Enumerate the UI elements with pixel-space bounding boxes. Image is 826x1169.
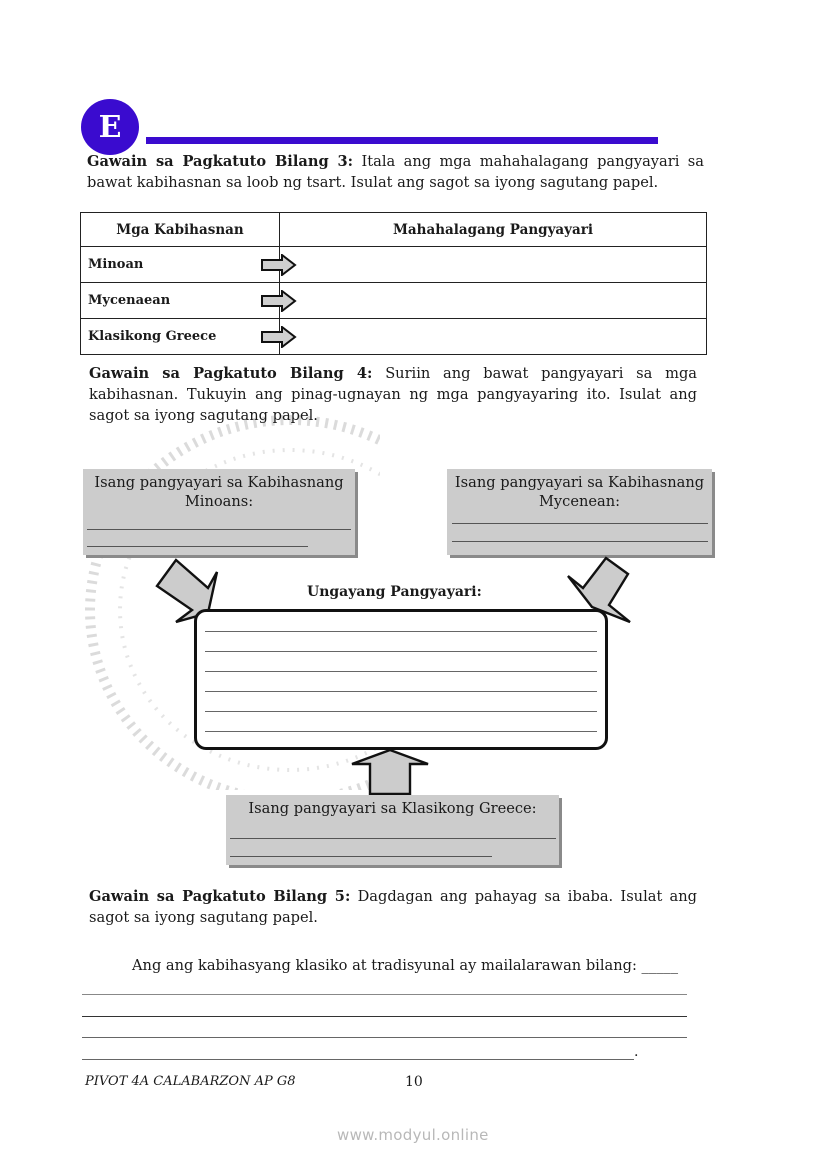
mycenean-box-label: Isang pangyayari sa Kabihasnang Mycenean: <box>454 474 705 510</box>
row-label-mycenaean <box>81 283 280 319</box>
activity-5-text: Dagdagan ang pahayag sa ibaba. Isulat ang sagot sa iyong sagutang papel. <box>89 888 697 926</box>
answer-cell-minoan[interactable] <box>280 247 707 283</box>
section-letter: E <box>98 109 122 145</box>
table-row <box>81 283 707 319</box>
answer-line <box>230 838 556 839</box>
activity-3-text: Itala ang mga mahahalagang pangyayari sa bawat kabihasnan sa loob ng tsart. Isulat ang sagot sa iyong sagutang papel. <box>87 153 704 191</box>
answer-line <box>87 529 351 530</box>
activity-5-title: Gawain sa Pagkatuto Bilang 5: <box>89 888 351 905</box>
mycenean-event-box[interactable] <box>447 469 712 555</box>
answer-cell-klasikong-greece[interactable] <box>280 319 707 355</box>
arrow-up-icon <box>348 747 432 795</box>
minoans-box-label: Isang pangyayari sa Kabihasnang Minoans: <box>94 474 344 510</box>
answer-line <box>205 671 597 672</box>
website-watermark: www.modyul.online <box>337 1126 489 1144</box>
right-arrow-icon <box>261 326 297 348</box>
activity-5-instructions <box>89 886 697 928</box>
answer-line <box>205 711 597 712</box>
answer-line <box>452 541 708 542</box>
greece-event-box[interactable] <box>226 795 559 865</box>
table-header-row <box>81 213 707 247</box>
column-header-kabihasnan: Mga Kabihasnan <box>81 213 280 247</box>
greece-box-label: Isang pangyayari sa Klasikong Greece: <box>248 800 537 817</box>
activity-3-instructions <box>87 151 704 193</box>
table-row <box>81 247 707 283</box>
row-label-text: Klasikong Greece <box>88 329 217 344</box>
answer-line[interactable] <box>82 1059 634 1060</box>
answer-line <box>205 651 597 652</box>
answer-line <box>87 546 308 547</box>
section-badge <box>81 99 139 155</box>
minoans-event-box[interactable] <box>83 469 355 555</box>
answer-line <box>205 731 597 732</box>
kabihasnan-table <box>80 212 707 355</box>
row-label-text: Mycenaean <box>88 293 171 308</box>
activity-4-instructions <box>89 363 697 426</box>
end-period: . <box>634 1044 639 1060</box>
ungayang-pangyayari-box[interactable] <box>194 609 608 750</box>
page-number: 10 <box>405 1074 423 1090</box>
table-row <box>81 319 707 355</box>
column-header-pangyayari: Mahahalagang Pangyayari <box>280 213 707 247</box>
answer-line <box>205 631 597 632</box>
right-arrow-icon <box>261 290 297 312</box>
row-label-klasikong-greece <box>81 319 280 355</box>
section-divider <box>146 137 658 144</box>
answer-line <box>230 856 492 857</box>
activity-3-title: Gawain sa Pagkatuto Bilang 3: <box>87 153 354 170</box>
footer-publication: PIVOT 4A CALABARZON AP G8 <box>85 1074 296 1089</box>
activity-4-text: Suriin ang bawat pangyayari sa mga kabihasnan. Tukuyin ang pinag-ugnayan ng mga pangyayaring ito. Isulat ang sagot sa iyong sagutang papel. <box>89 365 697 424</box>
answer-cell-mycenaean[interactable] <box>280 283 707 319</box>
answer-line <box>452 523 708 524</box>
activity-5-prompt: Ang ang kabihasyang klasiko at tradisyunal ay mailalarawan bilang: _____ <box>132 957 678 974</box>
activity-4-title: Gawain sa Pagkatuto Bilang 4: <box>89 365 373 382</box>
answer-line[interactable] <box>82 994 687 995</box>
row-label-text: Minoan <box>88 257 144 272</box>
right-arrow-icon <box>261 254 297 276</box>
row-label-minoan <box>81 247 280 283</box>
answer-line[interactable] <box>82 1016 687 1017</box>
center-box-title: Ungayang Pangyayari: <box>307 584 482 600</box>
answer-line[interactable] <box>82 1037 687 1038</box>
answer-line <box>205 691 597 692</box>
